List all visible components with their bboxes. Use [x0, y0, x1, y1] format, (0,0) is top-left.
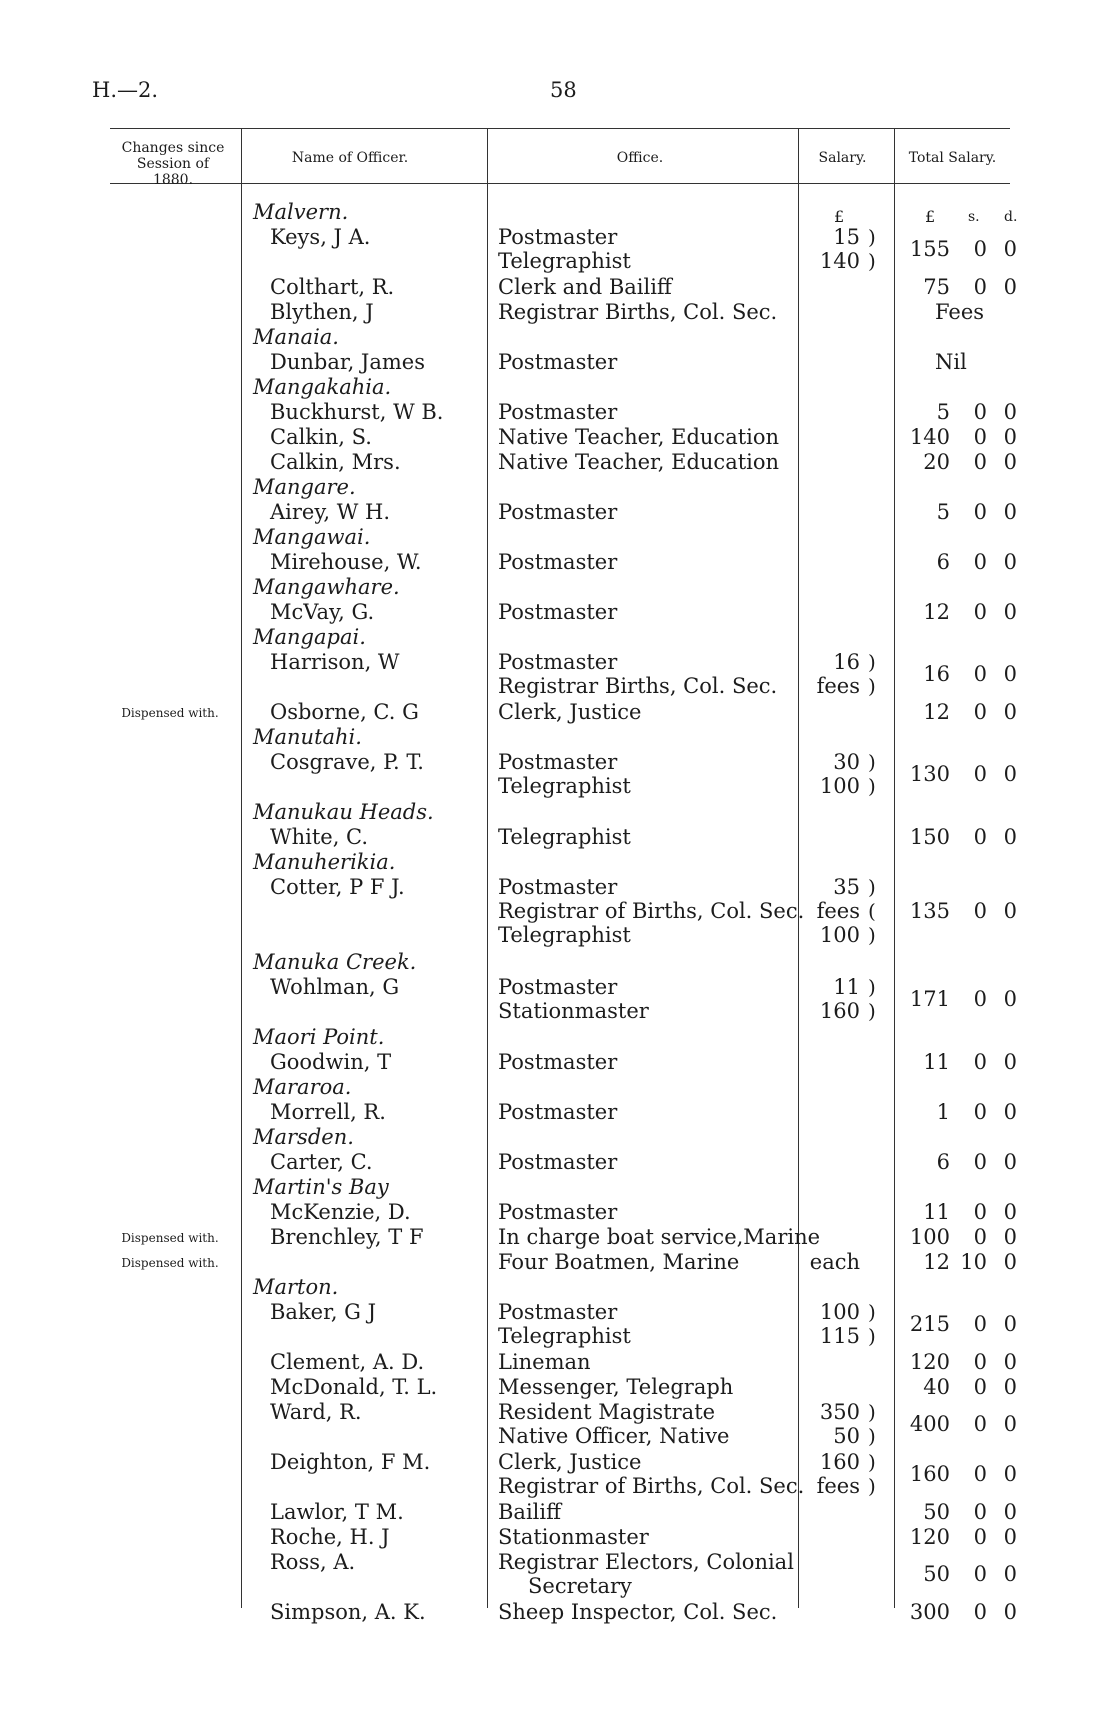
- office-line: Registrar of Births, Col. Sec.: [498, 899, 805, 923]
- office-line: Postmaster: [498, 350, 618, 374]
- office-line: Telegraphist: [498, 1324, 631, 1348]
- officer-name: Ward, R.: [270, 1400, 362, 1424]
- office-line: Telegraphist: [498, 249, 631, 273]
- office-line: Postmaster: [498, 1100, 618, 1124]
- officer-name: Osborne, C. G: [270, 700, 419, 724]
- officer-name: Wohlman, G: [270, 975, 400, 999]
- total-pounds: 130: [909, 762, 950, 786]
- officer-name: McKenzie, D.: [270, 1200, 411, 1224]
- total-pounds: 6: [936, 550, 950, 574]
- page-reference: H.—2.: [92, 78, 159, 102]
- total-shillings: 0: [973, 987, 987, 1011]
- total-shillings: 0: [973, 500, 987, 524]
- column-header-name: Name of Officer.: [291, 150, 409, 166]
- total-pence: 0: [1003, 1500, 1017, 1524]
- salary-brace: ): [868, 774, 876, 798]
- salary-brace: ): [868, 674, 876, 698]
- header-bottom-rule: [110, 183, 1010, 184]
- total-pounds: 140: [909, 425, 950, 449]
- officer-name: Calkin, S.: [270, 425, 372, 449]
- place-heading: Martin's Bay: [253, 1175, 389, 1199]
- total-pounds: 12: [923, 1250, 950, 1274]
- officer-name: McDonald, T. L.: [270, 1375, 438, 1399]
- change-note: Dispensed with.: [121, 1256, 219, 1270]
- total-pounds: 75: [923, 275, 950, 299]
- total-pounds: 120: [909, 1525, 950, 1549]
- column-header-changes: Changes since Session of 1880.: [121, 140, 225, 188]
- total-shillings: 0: [973, 450, 987, 474]
- total-pence: 0: [1003, 1050, 1017, 1074]
- total-pounds: 120: [909, 1350, 950, 1374]
- total-shillings: 0: [973, 1462, 987, 1486]
- total-shillings: 0: [973, 1350, 987, 1374]
- officer-name: White, C.: [270, 825, 369, 849]
- total-pence: 0: [1003, 400, 1017, 424]
- office-line: Four Boatmen, Marine: [498, 1250, 740, 1274]
- total-shillings: 0: [973, 1600, 987, 1624]
- total-shillings: 0: [973, 1500, 987, 1524]
- total-pence: 0: [1003, 1225, 1017, 1249]
- total-pounds: 300: [909, 1600, 950, 1624]
- salary-value: 100: [819, 1300, 860, 1324]
- salary-value: 100: [819, 774, 860, 798]
- column-header-salary: Salary.: [818, 150, 867, 166]
- officer-name: Brenchley, T F: [270, 1225, 424, 1249]
- total-pence: 0: [1003, 1562, 1017, 1586]
- salary-brace: ): [868, 249, 876, 273]
- total-pence: 0: [1003, 700, 1017, 724]
- salary-brace: ): [868, 1324, 876, 1348]
- column-header-total: Total Salary.: [908, 150, 997, 166]
- office-line: Native Teacher, Education: [498, 425, 780, 449]
- total-shillings: 0: [973, 1525, 987, 1549]
- total-pence: 0: [1003, 899, 1017, 923]
- total-pence: 0: [1003, 662, 1017, 686]
- total-unit-pence: d.: [1004, 209, 1018, 225]
- total-pence: 0: [1003, 450, 1017, 474]
- total-shillings: 0: [973, 1200, 987, 1224]
- total-pounds: 171: [909, 987, 950, 1011]
- total-shillings: 0: [973, 1100, 987, 1124]
- office-line: Clerk and Bailiff: [498, 275, 672, 299]
- office-line: Resident Magistrate: [498, 1400, 716, 1424]
- total-pounds: 150: [909, 825, 950, 849]
- office-line: Postmaster: [498, 1300, 618, 1324]
- total-pence: 0: [1003, 237, 1017, 261]
- place-heading: Manaia.: [253, 325, 339, 349]
- place-heading: Mangakahia.: [253, 375, 392, 399]
- officer-name: Calkin, Mrs.: [270, 450, 401, 474]
- total-shillings: 0: [973, 1050, 987, 1074]
- office-line: Bailiff: [498, 1500, 562, 1524]
- salary-value: 35: [833, 875, 860, 899]
- officer-name: Mirehouse, W.: [270, 550, 422, 574]
- office-line: Postmaster: [498, 600, 618, 624]
- place-heading: Maori Point.: [253, 1025, 385, 1049]
- office-line: Postmaster: [498, 1050, 618, 1074]
- total-pounds: 50: [923, 1562, 950, 1586]
- office-line: Registrar Electors, Colonial: [498, 1550, 794, 1574]
- total-pence: 0: [1003, 1525, 1017, 1549]
- officer-name: Ross, A.: [270, 1550, 356, 1574]
- total-shillings: 0: [973, 762, 987, 786]
- total-pence: 0: [1003, 1600, 1017, 1624]
- total-pence: 0: [1003, 550, 1017, 574]
- salary-value: fees: [816, 1474, 860, 1498]
- total-shillings: 0: [973, 1312, 987, 1336]
- total-pounds: 12: [923, 700, 950, 724]
- salary-value: 50: [833, 1424, 860, 1448]
- officer-name: Carter, C.: [270, 1150, 373, 1174]
- salary-brace: ): [868, 1400, 876, 1424]
- place-heading: Marton.: [253, 1275, 339, 1299]
- total-shillings: 0: [973, 1225, 987, 1249]
- salary-value: 350: [819, 1400, 860, 1424]
- office-line: Telegraphist: [498, 774, 631, 798]
- office-line: Stationmaster: [498, 1525, 649, 1549]
- total-pounds: 155: [909, 237, 950, 261]
- total-pence: 0: [1003, 500, 1017, 524]
- office-line: Postmaster: [498, 750, 618, 774]
- total-shillings: 0: [973, 1375, 987, 1399]
- column-rule-2: [487, 128, 488, 1608]
- salary-unit: £: [834, 207, 845, 226]
- total-pounds: 50: [923, 1500, 950, 1524]
- officer-name: Lawlor, T M.: [270, 1500, 404, 1524]
- officer-name: McVay, G.: [270, 600, 375, 624]
- salary-value: 140: [819, 249, 860, 273]
- total-shillings: 10: [960, 1250, 987, 1274]
- total-pounds: 6: [936, 1150, 950, 1174]
- officer-name: Goodwin, T: [270, 1050, 392, 1074]
- place-heading: Manuherikia.: [253, 850, 396, 874]
- total-shillings: 0: [973, 275, 987, 299]
- total-pounds: 160: [909, 1462, 950, 1486]
- salary-brace: ): [868, 1424, 876, 1448]
- total-pounds: 5: [936, 500, 950, 524]
- office-line: Postmaster: [498, 400, 618, 424]
- salary-brace: ): [868, 1450, 876, 1474]
- office-line: Postmaster: [498, 1200, 618, 1224]
- office-line: Registrar Births, Col. Sec.: [498, 674, 778, 698]
- total-shillings: 0: [973, 662, 987, 686]
- place-heading: Manuka Creek.: [253, 950, 417, 974]
- total-pounds: 12: [923, 600, 950, 624]
- total-pence: 0: [1003, 425, 1017, 449]
- office-line: Sheep Inspector, Col. Sec.: [498, 1600, 778, 1624]
- total-unit-shillings: s.: [968, 209, 980, 225]
- salary-brace: ): [868, 923, 876, 947]
- place-heading: Mararoa.: [253, 1075, 352, 1099]
- officer-name: Colthart, R.: [270, 275, 395, 299]
- total-pounds: 20: [923, 450, 950, 474]
- salary-brace: ): [868, 999, 876, 1023]
- officer-name: Morrell, R.: [270, 1100, 386, 1124]
- place-heading: Malvern.: [253, 200, 349, 224]
- salary-brace: ): [868, 875, 876, 899]
- total-shillings: 0: [973, 1412, 987, 1436]
- column-rule-1: [241, 128, 242, 1608]
- officer-name: Buckhurst, W B.: [270, 400, 444, 424]
- salary-value: fees: [816, 674, 860, 698]
- change-note: Dispensed with.: [121, 706, 219, 720]
- office-line: Secretary: [528, 1574, 632, 1598]
- total-pounds: 1: [936, 1100, 950, 1124]
- office-line: Native Teacher, Education: [498, 450, 780, 474]
- total-pounds: 400: [909, 1412, 950, 1436]
- office-line: Telegraphist: [498, 825, 631, 849]
- officer-name: Cotter, P F J.: [270, 875, 405, 899]
- total-pence: 0: [1003, 987, 1017, 1011]
- salary-value: 16: [833, 650, 860, 674]
- total-pence: 0: [1003, 825, 1017, 849]
- salary-value: each: [809, 1250, 860, 1274]
- officer-name: Deighton, F M.: [270, 1450, 431, 1474]
- total-pounds: 11: [923, 1200, 950, 1224]
- total-pence: 0: [1003, 275, 1017, 299]
- officer-name: Baker, G J: [270, 1300, 377, 1324]
- office-line: Postmaster: [498, 225, 618, 249]
- total-shillings: 0: [973, 600, 987, 624]
- total-shillings: 0: [973, 825, 987, 849]
- office-line: In charge boat service,Marine: [498, 1225, 821, 1249]
- salary-brace: ): [868, 650, 876, 674]
- place-heading: Mangare.: [253, 475, 356, 499]
- office-line: Postmaster: [498, 650, 618, 674]
- place-heading: Mangawai.: [253, 525, 371, 549]
- change-note: Dispensed with.: [121, 1231, 219, 1245]
- salary-brace: ): [868, 975, 876, 999]
- header-top-rule: [110, 128, 1010, 129]
- office-line: Telegraphist: [498, 923, 631, 947]
- salary-brace: (: [868, 899, 876, 923]
- office-line: Postmaster: [498, 875, 618, 899]
- office-line: Clerk, Justice: [498, 1450, 642, 1474]
- total-shillings: 0: [973, 550, 987, 574]
- total-pence: 0: [1003, 1200, 1017, 1224]
- officer-name: Dunbar, James: [270, 350, 425, 374]
- total-pence: 0: [1003, 1150, 1017, 1174]
- salary-value: 100: [819, 923, 860, 947]
- salary-value: fees: [816, 899, 860, 923]
- office-line: Registrar Births, Col. Sec.: [498, 300, 778, 324]
- total-pounds: 100: [909, 1225, 950, 1249]
- officer-name: Simpson, A. K.: [270, 1600, 426, 1624]
- total-pounds: 135: [909, 899, 950, 923]
- office-line: Messenger, Telegraph: [498, 1375, 734, 1399]
- total-pence: 0: [1003, 1375, 1017, 1399]
- total-shillings: 0: [973, 1150, 987, 1174]
- total-unit-pounds: £: [925, 207, 936, 226]
- salary-value: 160: [819, 1450, 860, 1474]
- total-pounds: 16: [923, 662, 950, 686]
- total-pence: 0: [1003, 1312, 1017, 1336]
- office-line: Postmaster: [498, 1150, 618, 1174]
- place-heading: Mangawhare.: [253, 575, 400, 599]
- salary-brace: ): [868, 750, 876, 774]
- salary-brace: ): [868, 225, 876, 249]
- office-line: Clerk, Justice: [498, 700, 642, 724]
- salary-brace: ): [868, 1300, 876, 1324]
- total-shillings: 0: [973, 700, 987, 724]
- office-line: Postmaster: [498, 500, 618, 524]
- total-pence: 0: [1003, 1250, 1017, 1274]
- salary-value: 11: [833, 975, 860, 999]
- officer-name: Harrison, W: [270, 650, 400, 674]
- total-pounds: 11: [923, 1050, 950, 1074]
- officer-name: Clement, A. D.: [270, 1350, 425, 1374]
- place-heading: Manukau Heads.: [253, 800, 434, 824]
- total-value: Nil: [935, 350, 967, 374]
- salary-value: 30: [833, 750, 860, 774]
- total-pounds: 40: [923, 1375, 950, 1399]
- office-line: Postmaster: [498, 550, 618, 574]
- total-shillings: 0: [973, 899, 987, 923]
- total-shillings: 0: [973, 425, 987, 449]
- office-line: Native Officer, Native: [498, 1424, 730, 1448]
- officer-name: Cosgrave, P. T.: [270, 750, 424, 774]
- office-line: Registrar of Births, Col. Sec.: [498, 1474, 805, 1498]
- total-shillings: 0: [973, 1562, 987, 1586]
- salary-value: 160: [819, 999, 860, 1023]
- salary-brace: ): [868, 1474, 876, 1498]
- office-line: Postmaster: [498, 975, 618, 999]
- total-pence: 0: [1003, 600, 1017, 624]
- place-heading: Mangapai.: [253, 625, 366, 649]
- place-heading: Marsden.: [253, 1125, 354, 1149]
- officer-name: Airey, W H.: [270, 500, 391, 524]
- officer-name: Blythen, J: [270, 300, 374, 324]
- total-pence: 0: [1003, 1462, 1017, 1486]
- total-shillings: 0: [973, 237, 987, 261]
- total-pounds: 215: [909, 1312, 950, 1336]
- column-rule-4: [894, 128, 895, 1608]
- officer-name: Keys, J A.: [270, 225, 371, 249]
- total-pence: 0: [1003, 762, 1017, 786]
- column-header-office: Office.: [616, 150, 664, 166]
- place-heading: Manutahi.: [253, 725, 362, 749]
- column-rule-3: [798, 128, 799, 1608]
- total-pence: 0: [1003, 1100, 1017, 1124]
- office-line: Lineman: [498, 1350, 591, 1374]
- total-pounds: 5: [936, 400, 950, 424]
- salary-value: 115: [819, 1324, 860, 1348]
- officer-name: Roche, H. J: [270, 1525, 390, 1549]
- page-number: 58: [550, 78, 577, 102]
- salary-value: 15: [833, 225, 860, 249]
- total-shillings: 0: [973, 400, 987, 424]
- office-line: Stationmaster: [498, 999, 649, 1023]
- total-pence: 0: [1003, 1412, 1017, 1436]
- total-value: Fees: [935, 300, 985, 324]
- total-pence: 0: [1003, 1350, 1017, 1374]
